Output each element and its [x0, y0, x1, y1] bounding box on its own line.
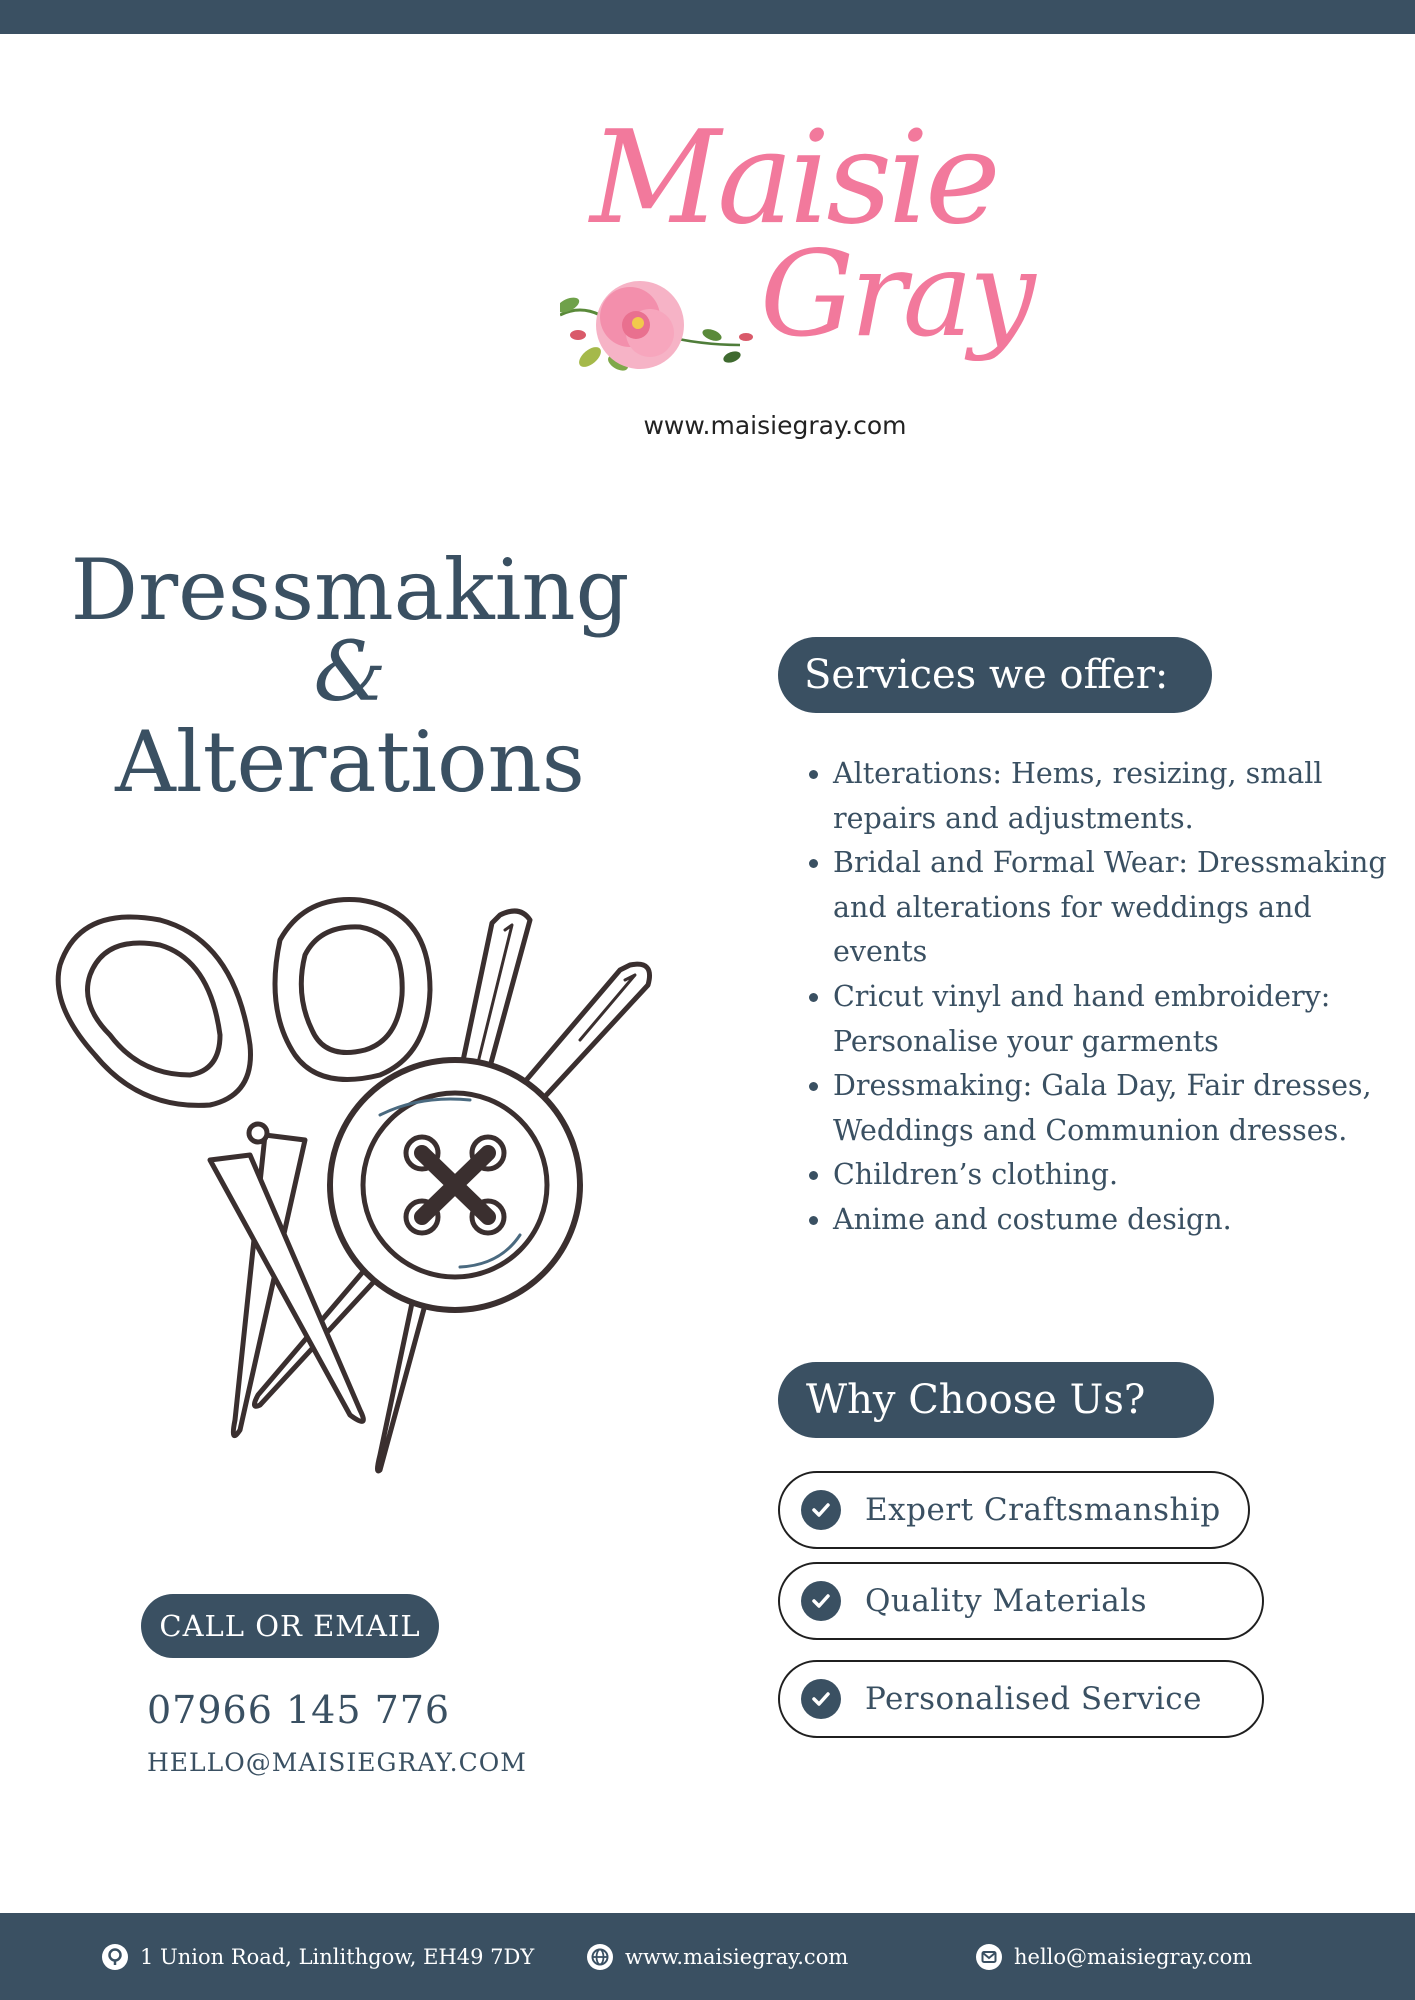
why-choose-us-heading: Why Choose Us?	[778, 1362, 1214, 1438]
logo	[560, 104, 1032, 445]
phone-number[interactable]: 07966 145 776	[147, 1688, 451, 1732]
scissors-button-needles-illustration	[50, 895, 670, 1485]
title-ampersand: &	[313, 625, 387, 720]
footer-email[interactable]	[974, 1913, 1252, 2000]
page-title	[40, 541, 660, 811]
services-heading: Services we offer:	[778, 637, 1212, 713]
footer-address-text: 1 Union Road, Linlithgow, EH49 7DY	[140, 1944, 535, 1969]
service-item: • Alterations: Hems, resizing, small repairs and adjustments.	[833, 752, 1393, 841]
service-item: • Bridal and Formal Wear: Dressmaking and alterations for weddings and events	[833, 841, 1393, 975]
title-line-1: Dressmaking	[70, 541, 630, 639]
top-bar	[0, 0, 1415, 34]
location-pin-icon	[100, 1942, 130, 1972]
title-line-2: Alterations	[115, 713, 585, 811]
email-address[interactable]: HELLO@MAISIEGRAY.COM	[147, 1748, 527, 1777]
feature-label: Personalised Service	[865, 1681, 1202, 1717]
logo-word-gray: Gray	[760, 225, 1032, 363]
feature-quality-materials	[778, 1562, 1264, 1640]
mail-icon	[974, 1942, 1004, 1972]
logo-url[interactable]: www.maisiegray.com	[643, 411, 907, 440]
service-item: • Children’s clothing.	[833, 1153, 1393, 1198]
footer-website[interactable]	[585, 1913, 848, 2000]
call-or-email-badge: CALL OR EMAIL	[141, 1594, 439, 1658]
services-list	[796, 752, 1393, 1243]
footer-address	[100, 1913, 534, 2000]
footer-website-text[interactable]: www.maisiegray.com	[625, 1944, 849, 1969]
footer	[0, 1913, 1415, 2000]
check-circle-icon	[801, 1490, 841, 1530]
feature-personalised-service	[778, 1660, 1264, 1738]
check-circle-icon	[801, 1581, 841, 1621]
footer-email-text[interactable]: hello@maisiegray.com	[1014, 1944, 1253, 1969]
globe-icon	[585, 1942, 615, 1972]
service-item: • Anime and costume design.	[833, 1198, 1393, 1243]
feature-label: Expert Craftsmanship	[865, 1492, 1221, 1528]
feature-label: Quality Materials	[865, 1583, 1148, 1619]
check-circle-icon	[801, 1679, 841, 1719]
service-item: • Dressmaking: Gala Day, Fair dresses, Weddings and Communion dresses.	[833, 1064, 1393, 1153]
service-item: • Cricut vinyl and hand embroidery: Personalise your garments	[833, 975, 1393, 1064]
logo-word-maisie: Maisie	[590, 104, 997, 253]
feature-expert-craftsmanship	[778, 1471, 1250, 1549]
